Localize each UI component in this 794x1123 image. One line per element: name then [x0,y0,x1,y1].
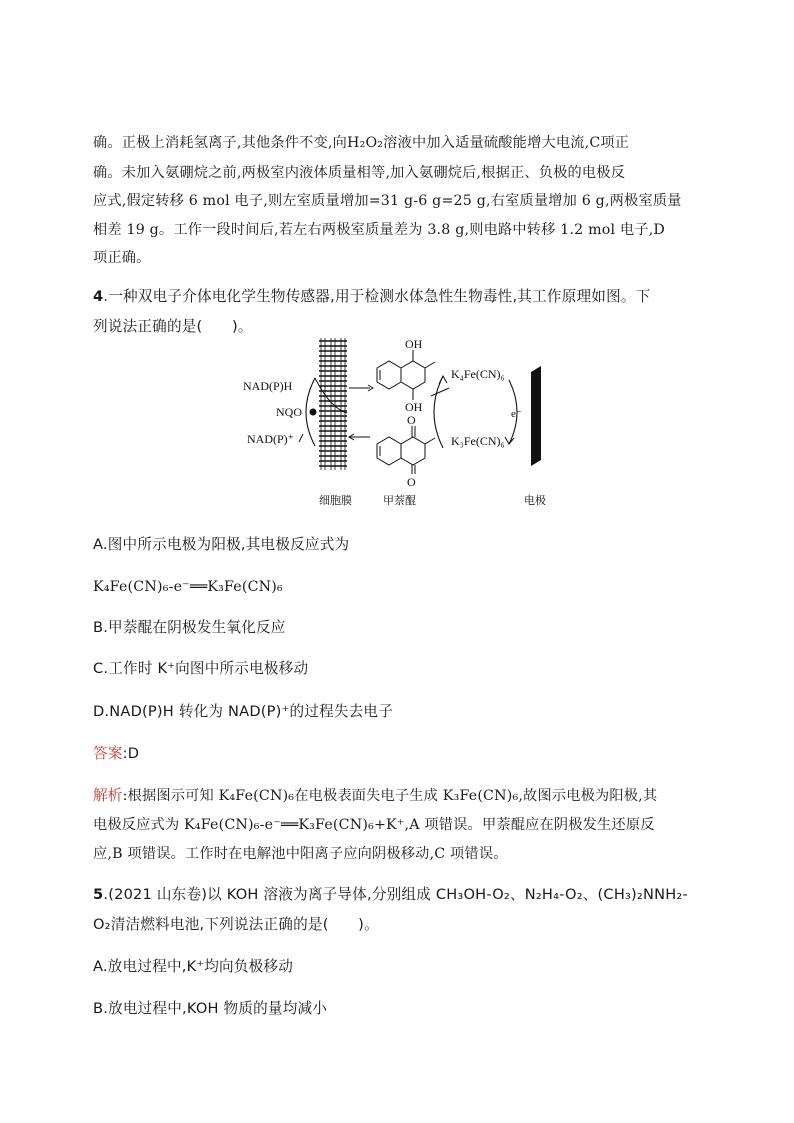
question-4-number: 4 [93,288,104,305]
explanation-label: 解析 [93,787,123,804]
electrode-plate [531,366,541,466]
nqo-dot [310,409,317,416]
caption-quinone: 甲萘醌 [383,494,416,507]
oh-top: OH [405,337,423,351]
question-5-stem-line-2: O₂清洁燃料电池,下列说法正确的是( )。 [93,916,379,933]
caption-electrode: 电极 [524,494,546,507]
question-5-stem-line-1: .(2021 山东卷)以 KOH 溶液为离子导体,分别组成 CH₃OH-O₂、N₂H₄-O₂、(CH₃)₂NNH₂- [103,886,688,903]
o-top: O [407,413,416,427]
q4-option-a-line-1: A.图中所示电极为阳极,其电极反应式为 [93,536,350,553]
menadiol-structure [377,350,435,400]
q5-option-a: A.放电过程中,K⁺均向负极移动 [93,958,294,975]
electron-label: e⁻ [511,408,522,420]
q4-option-c: C.工作时 K⁺向图中所示电极移动 [93,660,309,677]
q4-explanation-line-1 [93,789,705,804]
prev-explanation-line-5: 项正确。 [93,250,151,266]
q4-explanation-line-2: 电极反应式为 K₄Fe(CN)₆-e⁻══K₃Fe(CN)₆+K⁺,A 项错误。甲萘醌应在阴极发生还原反 [93,817,655,833]
question-5-stem [93,888,705,903]
o-bottom: O [407,475,416,489]
nadp-label: NAD(P)⁺ [247,432,294,446]
oh-bottom: OH [405,400,423,414]
q5-option-b: B.放电过程中,KOH 物质的量均减小 [93,1000,328,1017]
question-5-number: 5 [93,886,104,903]
biosensor-diagram [235,324,565,514]
prev-explanation-line-2: 确。未加入氨硼烷之前,两极室内液体质量相等,加入氨硼烷后,根据正、负极的电极反 [93,165,626,181]
k4fecn6-label: K₄Fe(CN)₆ [451,367,505,381]
prev-explanation-line-1: 确。正极上消耗氢离子,其他条件不变,向H₂O₂溶液中加入适量硫酸能增大电流,C项正 [93,135,630,151]
q4-explanation-line-3: 应,B 项错误。工作时在电解池中阳离子应向阴极移动,C 项错误。 [93,846,508,862]
answer-value: :D [122,745,140,762]
q4-option-a-line-2: K₄Fe(CN)₆-e⁻══K₃Fe(CN)₆ [93,579,283,595]
question-4-stem-line-1: .一种双电子介体电化学生物传感器,用于检测水体急性生物毒性,其工作原理如图。下 [103,288,651,305]
q4-option-d: D.NAD(P)H 转化为 NAD(P)⁺的过程失去电子 [93,703,394,720]
caption-membrane: 细胞膜 [319,494,352,507]
prev-explanation-line-4: 相差 19 g。工作一段时间后,若左右两极室质量差为 3.8 g,则电路中转移 1.2 mol 电子,D [93,222,665,238]
q4-answer [93,747,705,762]
nqo-label: NQO [276,405,302,419]
menadione-structure [377,426,435,474]
nadph-label: NAD(P)H [243,379,293,393]
question-4-stem-line-2: 列说法正确的是( )。 [93,318,253,335]
prev-explanation-line-3: 应式,假定转移 6 mol 电子,则左室质量增加=31 g-6 g=25 g,右室质量增加 6 g,两极室质量 [93,193,682,209]
k3fecn6-label: K₃Fe(CN)₆ [451,434,505,448]
explanation-text-1: :根据图示可知 K₄Fe(CN)₆在电极表面失电子生成 K₃Fe(CN)₆,故图示电极为阳极,其 [122,788,658,804]
middle-cycle-arrow [434,376,443,448]
q4-option-b: B.甲萘醌在阴极发生氧化反应 [93,619,286,636]
answer-label: 答案 [93,745,123,762]
question-4-stem [93,290,705,305]
